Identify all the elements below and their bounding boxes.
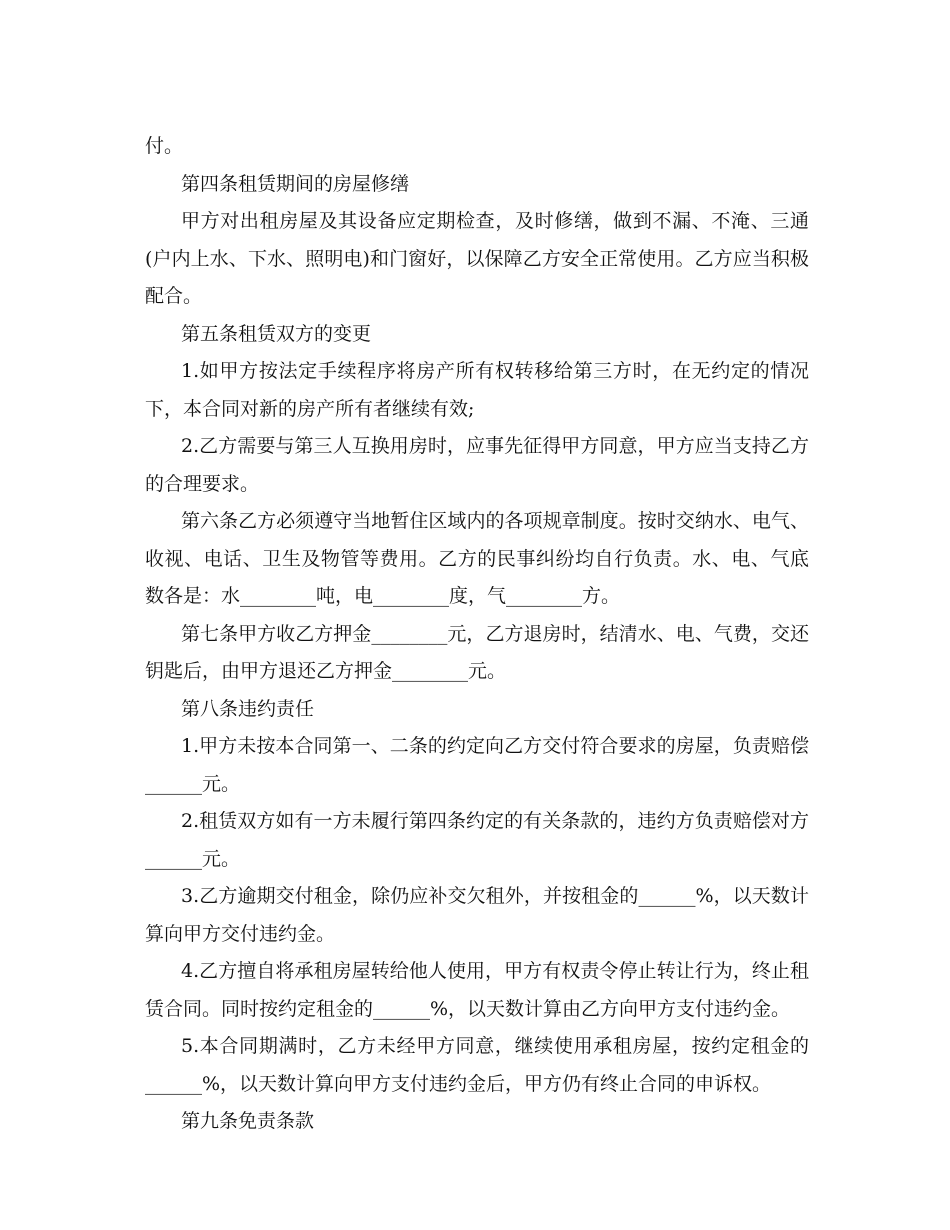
article-5-clause-2: 2.乙方需要与第三人互换用房时，应事先征得甲方同意，甲方应当支持乙方的合理要求。 — [145, 435, 809, 495]
article-8-clause-5: 5.本合同期满时，乙方未经甲方同意，继续使用承租房屋，按约定租金的______%，以天数计算向甲方支付违约金后，甲方仍有终止合同的申诉权。 — [145, 1035, 809, 1095]
article-6-text: 第六条乙方必须遵守当地暂住区域内的各项规章制度。按时交纳水、电气、收视、电话、卫生及物管等费用。乙方的民事纠纷均自行负责。水、电、气底数各是：水________吨，电________度，气________方。 — [145, 510, 809, 607]
paragraph-continuation: 付。 — [145, 135, 184, 157]
article-5-clause-1: 1.如甲方按法定手续程序将房产所有权转移给第三方时，在无约定的情况下，本合同对新的房产所有者继续有效; — [145, 360, 809, 420]
article-5-heading: 第五条租赁双方的变更 — [181, 322, 372, 345]
article-4-heading: 第四条租赁期间的房屋修缮 — [181, 172, 410, 195]
article-8-clause-2: 2.租赁双方如有一方未履行第四条约定的有关条款的，违约方负责赔偿对方______元。 — [145, 810, 809, 870]
article-8-clause-4: 4.乙方擅自将承租房屋转给他人使用，甲方有权责令停止转让行为，终止租赁合同。同时按约定租金的______%，以天数计算由乙方向甲方支付违约金。 — [145, 960, 809, 1020]
article-4-text: 甲方对出租房屋及其设备应定期检查，及时修缮，做到不漏、不淹、三通(户内上水、下水、照明电)和门窗好，以保障乙方安全正常使用。乙方应当积极配合。 — [145, 210, 809, 307]
article-8-clause-1: 1.甲方未按本合同第一、二条的约定向乙方交付符合要求的房屋，负责赔偿______元。 — [145, 735, 809, 795]
article-9-heading: 第九条免责条款 — [181, 1110, 315, 1132]
article-8-clause-3: 3.乙方逾期交付租金，除仍应补交欠租外，并按租金的______%，以天数计算向甲方交付违约金。 — [145, 885, 809, 945]
article-8-heading: 第八条违约责任 — [181, 697, 315, 720]
document-body — [145, 128, 809, 1141]
article-7-text: 第七条甲方收乙方押金________元，乙方退房时，结清水、电、气费，交还钥匙后，由甲方退还乙方押金________元。 — [145, 622, 809, 682]
